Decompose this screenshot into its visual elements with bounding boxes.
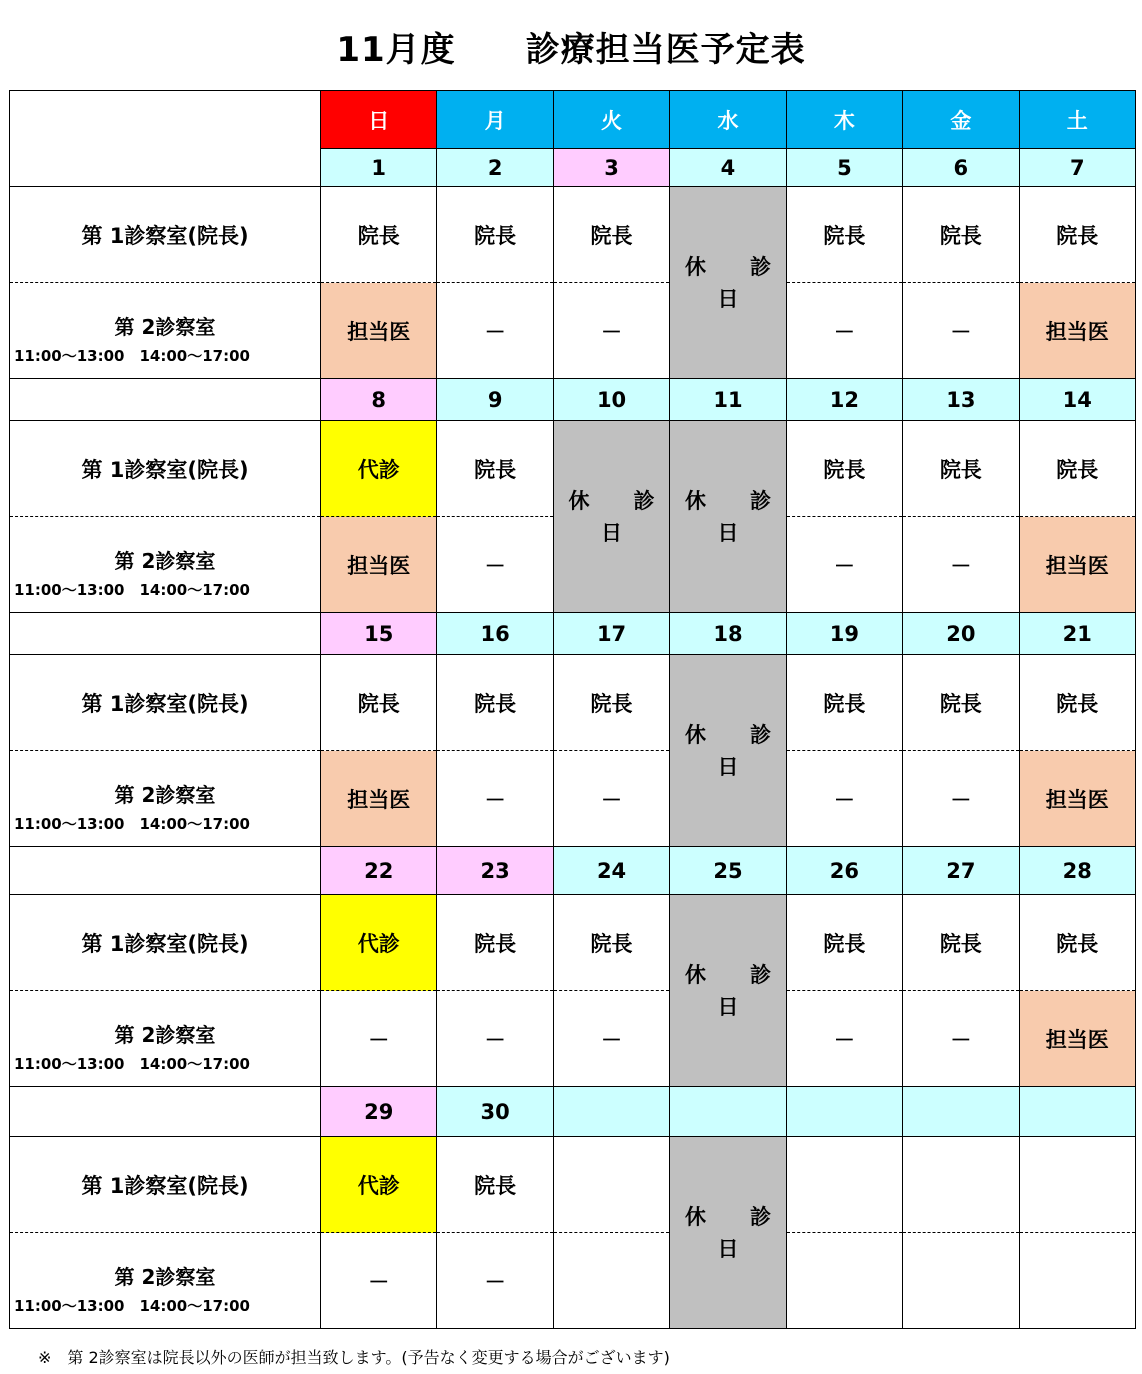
- date-cell: 30: [437, 1087, 553, 1137]
- closed-char: 休: [568, 488, 590, 513]
- date-row-spacer: [10, 1087, 321, 1137]
- room1-label: 第 1診察室(院長): [10, 895, 321, 991]
- date-row: [10, 1087, 1136, 1137]
- room1-cell: [903, 1137, 1019, 1233]
- closed-day-label: [685, 251, 771, 315]
- room1-cell: 院長: [437, 187, 553, 283]
- room2-label-cell: [10, 991, 321, 1087]
- date-cell: 16: [437, 613, 553, 655]
- date-cell-empty: [553, 1087, 669, 1137]
- room2-label-cell: [10, 751, 321, 847]
- date-cell: 4: [670, 149, 786, 187]
- date-cell: 5: [786, 149, 902, 187]
- room1-cell: 院長: [321, 655, 437, 751]
- room1-cell: 院長: [1019, 421, 1135, 517]
- closed-char: 日: [601, 520, 623, 545]
- date-cell: 2: [437, 149, 553, 187]
- room1-cell: 院長: [1019, 655, 1135, 751]
- closed-char: 診: [749, 1204, 771, 1229]
- page-title: 11月度 診療担当医予定表: [336, 30, 806, 70]
- room1-cell: 院長: [553, 187, 669, 283]
- closed-day-top: [569, 485, 655, 517]
- room2-hours: 11:00～13:00 14:00～17:00: [14, 1297, 250, 1315]
- weekday-mon: 月: [437, 91, 553, 149]
- room1-cell: 院長: [903, 187, 1019, 283]
- weekday-thu: 木: [786, 91, 902, 149]
- room1-row: [10, 187, 1136, 283]
- room1-row: [10, 421, 1136, 517]
- room1-row: [10, 895, 1136, 991]
- closed-char: 診: [633, 488, 655, 513]
- closed-day-top: [685, 485, 771, 517]
- closed-char: 診: [749, 962, 771, 987]
- room2-cell: [553, 1233, 669, 1329]
- date-cell-empty: [903, 1087, 1019, 1137]
- date-cell: 24: [553, 847, 669, 895]
- room1-cell: 院長: [437, 655, 553, 751]
- date-row: [10, 613, 1136, 655]
- closed-char: 日: [717, 754, 739, 779]
- date-cell: 18: [670, 613, 786, 655]
- room2-cell: 担当医: [1019, 517, 1135, 613]
- room2-hours: 11:00～13:00 14:00～17:00: [14, 815, 250, 833]
- closed-char: 休: [684, 254, 706, 279]
- date-cell: 3: [553, 149, 669, 187]
- room2-cell: －: [437, 991, 553, 1087]
- room1-cell: 院長: [786, 421, 902, 517]
- room2-label: 第 2診察室: [114, 1265, 216, 1289]
- room2-label: 第 2診察室: [114, 315, 216, 339]
- closed-char: 診: [749, 488, 771, 513]
- date-cell: 27: [903, 847, 1019, 895]
- closed-day-label: [685, 485, 771, 549]
- room1-cell: [1019, 1137, 1135, 1233]
- room2-cell: －: [437, 283, 553, 379]
- date-cell-empty: [1019, 1087, 1135, 1137]
- room2-cell: [903, 1233, 1019, 1329]
- closed-day-top: [685, 719, 771, 751]
- date-cell: 28: [1019, 847, 1135, 895]
- date-cell: 29: [321, 1087, 437, 1137]
- room2-cell: －: [903, 751, 1019, 847]
- room2-label-cell: [10, 1233, 321, 1329]
- room1-cell: 院長: [553, 655, 669, 751]
- closed-char: 休: [684, 488, 706, 513]
- date-cell: 17: [553, 613, 669, 655]
- room2-cell: －: [786, 283, 902, 379]
- room1-cell: 院長: [786, 655, 902, 751]
- room2-cell: [1019, 1233, 1135, 1329]
- room2-cell: －: [437, 1233, 553, 1329]
- room2-cell: －: [786, 517, 902, 613]
- room1-cell: 代診: [321, 1137, 437, 1233]
- room2-label: 第 2診察室: [114, 1023, 216, 1047]
- room2-cell: －: [553, 991, 669, 1087]
- room2-row: [10, 991, 1136, 1087]
- date-cell: 1: [321, 149, 437, 187]
- room2-label-cell: [10, 283, 321, 379]
- closed-day-cell: [670, 1137, 786, 1329]
- date-cell: 23: [437, 847, 553, 895]
- room1-cell: 院長: [903, 655, 1019, 751]
- room2-cell: －: [437, 517, 553, 613]
- closed-char: 休: [684, 722, 706, 747]
- room1-cell: 代診: [321, 421, 437, 517]
- room1-cell: 院長: [903, 895, 1019, 991]
- room2-cell: －: [553, 283, 669, 379]
- date-row: [10, 379, 1136, 421]
- room2-cell: 担当医: [321, 283, 437, 379]
- weekday-fri: 金: [903, 91, 1019, 149]
- room1-row: [10, 655, 1136, 751]
- room2-cell: －: [321, 991, 437, 1087]
- closed-char: 診: [749, 722, 771, 747]
- room1-cell: 院長: [437, 895, 553, 991]
- room1-cell: 院長: [553, 895, 669, 991]
- date-cell: 14: [1019, 379, 1135, 421]
- room2-row: [10, 283, 1136, 379]
- date-cell: 10: [553, 379, 669, 421]
- room2-cell: 担当医: [1019, 991, 1135, 1087]
- date-cell: 8: [321, 379, 437, 421]
- room1-cell: [786, 1137, 902, 1233]
- room2-hours: 11:00～13:00 14:00～17:00: [14, 581, 250, 599]
- closed-day-cell: [670, 187, 786, 379]
- closed-day-label: [569, 485, 655, 549]
- room2-cell: －: [903, 517, 1019, 613]
- weekday-sun: 日: [321, 91, 437, 149]
- room2-row: [10, 751, 1136, 847]
- date-cell: 9: [437, 379, 553, 421]
- room1-cell: 院長: [786, 895, 902, 991]
- closed-char: 休: [684, 1204, 706, 1229]
- room1-cell: 院長: [903, 421, 1019, 517]
- closed-day-cell: [670, 895, 786, 1087]
- closed-day-cell: [670, 421, 786, 613]
- room1-cell: 院長: [321, 187, 437, 283]
- closed-char: 日: [717, 520, 739, 545]
- date-cell: 26: [786, 847, 902, 895]
- room2-cell: －: [553, 751, 669, 847]
- weekday-wed: 水: [670, 91, 786, 149]
- header-corner: [10, 91, 321, 187]
- date-row: [10, 847, 1136, 895]
- room1-cell: 院長: [1019, 187, 1135, 283]
- room2-cell: －: [903, 283, 1019, 379]
- date-row-spacer: [10, 379, 321, 421]
- date-cell: 7: [1019, 149, 1135, 187]
- closed-day-cell: [553, 421, 669, 613]
- closed-char: 日: [717, 994, 739, 1019]
- room2-cell: [786, 1233, 902, 1329]
- closed-day-top: [685, 1201, 771, 1233]
- closed-char: 休: [684, 962, 706, 987]
- weekday-tue: 火: [553, 91, 669, 149]
- date-cell: 12: [786, 379, 902, 421]
- room2-hours: 11:00～13:00 14:00～17:00: [14, 1055, 250, 1073]
- weekday-sat: 土: [1019, 91, 1135, 149]
- room1-label: 第 1診察室(院長): [10, 1137, 321, 1233]
- room2-label: 第 2診察室: [114, 549, 216, 573]
- date-cell-empty: [786, 1087, 902, 1137]
- closed-day-top: [685, 959, 771, 991]
- date-cell: 22: [321, 847, 437, 895]
- closed-char: 診: [749, 254, 771, 279]
- room2-cell: 担当医: [1019, 751, 1135, 847]
- weekday-header-row: [10, 91, 1136, 149]
- room2-cell: －: [437, 751, 553, 847]
- closed-day-label: [685, 719, 771, 783]
- schedule-body: [10, 91, 1136, 1329]
- date-cell-empty: [670, 1087, 786, 1137]
- room1-label: 第 1診察室(院長): [10, 187, 321, 283]
- date-cell: 6: [903, 149, 1019, 187]
- room1-label: 第 1診察室(院長): [10, 655, 321, 751]
- room2-cell: 担当医: [321, 751, 437, 847]
- date-cell: 11: [670, 379, 786, 421]
- room1-cell: [553, 1137, 669, 1233]
- room1-row: [10, 1137, 1136, 1233]
- date-cell: 21: [1019, 613, 1135, 655]
- closed-char: 日: [717, 1236, 739, 1261]
- closed-day-top: [685, 251, 771, 283]
- date-row-spacer: [10, 613, 321, 655]
- closed-day-cell: [670, 655, 786, 847]
- room2-cell: －: [786, 991, 902, 1087]
- date-cell: 20: [903, 613, 1019, 655]
- room1-cell: 院長: [786, 187, 902, 283]
- room2-cell: －: [903, 991, 1019, 1087]
- footnote: ※ 第 2診察室は院長以外の医師が担当致します。(予告なく変更する場合がございます): [38, 1348, 670, 1367]
- room2-row: [10, 1233, 1136, 1329]
- room2-label: 第 2診察室: [114, 783, 216, 807]
- room1-cell: 院長: [437, 421, 553, 517]
- room2-cell: －: [786, 751, 902, 847]
- room2-cell: 担当医: [321, 517, 437, 613]
- room2-cell: 担当医: [1019, 283, 1135, 379]
- closed-char: 日: [717, 286, 739, 311]
- schedule-table: [9, 90, 1136, 1329]
- room2-cell: －: [321, 1233, 437, 1329]
- closed-day-label: [685, 959, 771, 1023]
- room1-cell: 院長: [1019, 895, 1135, 991]
- date-row-spacer: [10, 847, 321, 895]
- date-cell: 13: [903, 379, 1019, 421]
- room2-hours: 11:00～13:00 14:00～17:00: [14, 347, 250, 365]
- room1-cell: 院長: [437, 1137, 553, 1233]
- room1-label: 第 1診察室(院長): [10, 421, 321, 517]
- closed-day-label: [685, 1201, 771, 1265]
- date-cell: 15: [321, 613, 437, 655]
- room2-label-cell: [10, 517, 321, 613]
- room1-cell: 代診: [321, 895, 437, 991]
- date-cell: 19: [786, 613, 902, 655]
- date-cell: 25: [670, 847, 786, 895]
